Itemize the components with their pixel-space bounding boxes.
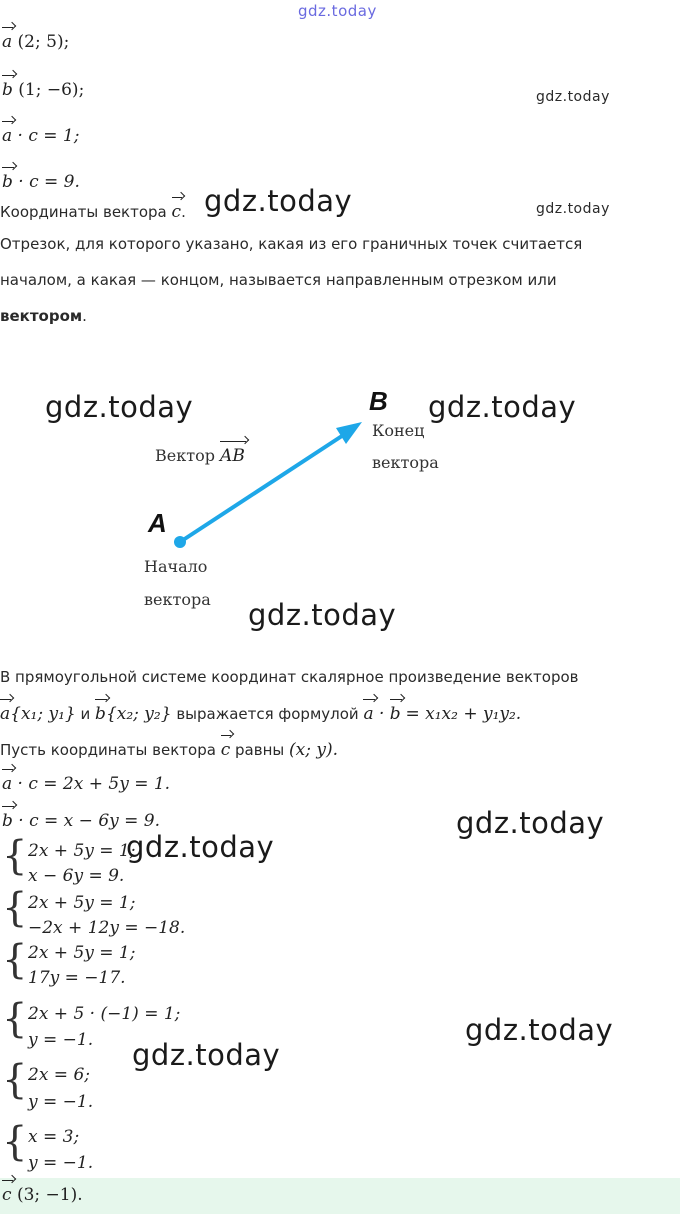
given-b-coords: (1; −6); [18, 80, 85, 100]
solution-eq-1-text: · c = 2x + 5y = 1. [17, 774, 171, 794]
start-label-1: Начало [144, 557, 208, 576]
watermark: gdz.today [456, 806, 605, 840]
end-label-2: вектора [372, 453, 439, 472]
answer [2, 1185, 83, 1205]
watermark: gdz.today [45, 390, 194, 424]
watermark: gdz.today [248, 598, 397, 632]
formula-expression: = x₁x₂ + y₁y₂. [405, 704, 522, 724]
watermark: gdz.today [465, 1013, 614, 1047]
formula-line-2: a{x₁; y₁} и b{x₂; y₂} выражается формулой a · b = x₁x₂ + y₁y₂. [0, 704, 522, 724]
vector-a-symbol: a [0, 704, 11, 724]
vector-c-symbol: c [220, 740, 231, 760]
system-4-eq-a: 2x + 5 · (−1) = 1; [28, 1004, 181, 1024]
watermark: gdz.today [204, 184, 353, 218]
watermark: gdz.today [428, 390, 577, 424]
answer-highlight [0, 1178, 680, 1214]
definition-term: вектором [0, 307, 83, 325]
start-label-2: вектора [144, 590, 211, 609]
system-brace: { [2, 885, 28, 931]
formula-coords: (x; y). [289, 740, 339, 760]
watermark: gdz.today [536, 201, 610, 217]
system-5-eq-b: y = −1. [28, 1092, 94, 1112]
system-brace: { [2, 937, 28, 983]
system-2-eq-b: −2x + 12y = −18. [28, 918, 186, 938]
end-label-1: Конец [372, 421, 425, 440]
formula-line-3 [0, 740, 338, 760]
definition-end: . [82, 307, 87, 325]
solution-eq-2 [2, 811, 160, 831]
vector-b-symbol: b [2, 80, 13, 100]
system-brace: { [2, 1057, 28, 1103]
given-ac [2, 126, 79, 146]
system-3-eq-b: 17y = −17. [28, 968, 126, 988]
task-dot: . [181, 203, 186, 221]
formula-text: выражается формулой [176, 705, 359, 723]
watermark-top: gdz.today [298, 2, 377, 20]
formula-and: и [80, 705, 91, 723]
vector-start-point [174, 536, 186, 548]
watermark: gdz.today [132, 1038, 281, 1072]
vector-b-symbol: b [389, 704, 401, 724]
vector-arrowhead [336, 422, 362, 444]
vector-a-symbol: a [2, 774, 13, 794]
system-1-eq-a: 2x + 5y = 1; [28, 841, 136, 861]
given-a [2, 32, 69, 52]
vector-a-symbol: a [363, 704, 374, 724]
system-3-eq-a: 2x + 5y = 1; [28, 943, 136, 963]
vector-c-symbol: c [2, 1185, 12, 1205]
system-brace: { [2, 1119, 28, 1165]
vector-b-symbol: b [2, 811, 13, 831]
task-line [0, 202, 186, 222]
point-b-label: B [369, 386, 388, 416]
system-6-eq-a: x = 3; [28, 1127, 80, 1147]
given-bc [2, 172, 80, 192]
vector-b-symbol: b [2, 172, 13, 192]
system-5-eq-a: 2x = 6; [28, 1065, 90, 1085]
system-brace: { [2, 833, 28, 879]
formula-line-1: В прямоугольной системе координат скалярное произведение векторов [0, 668, 579, 686]
definition-line-1: Отрезок, для которого указано, какая из его граничных точек считается [0, 235, 583, 253]
definition-line-3 [0, 307, 87, 325]
watermark: gdz.today [536, 89, 610, 105]
formula-b-coords: {x₂; y₂} [105, 704, 172, 724]
given-a-coords: (2; 5); [17, 32, 70, 52]
system-4-eq-b: y = −1. [28, 1030, 94, 1050]
vector-a-symbol: a [2, 126, 13, 146]
system-2-eq-a: 2x + 5y = 1; [28, 893, 136, 913]
formula-let-text: Пусть координаты вектора [0, 741, 216, 759]
solution-eq-2-text: · c = x − 6y = 9. [18, 811, 161, 831]
point-a-label: A [148, 508, 167, 538]
definition-line-2: началом, а какая — концом, называется направленным отрезком или [0, 271, 557, 289]
system-6-eq-b: y = −1. [28, 1153, 94, 1173]
vector-c-symbol: c [171, 202, 182, 222]
vector-caption-label: Вектор [155, 446, 215, 465]
task-label: Координаты вектора [0, 203, 167, 221]
solution-eq-1 [2, 774, 170, 794]
system-1-eq-b: x − 6y = 9. [28, 866, 125, 886]
vector-caption [155, 446, 245, 466]
formula-equal-text: равны [235, 741, 285, 759]
watermark: gdz.today [126, 830, 275, 864]
given-ac-text: · c = 1; [17, 126, 80, 146]
given-b [2, 80, 84, 100]
formula-a-coords: {x₁; y₁} [10, 704, 76, 724]
vector-b-symbol: b [95, 704, 106, 724]
answer-coords: (3; −1). [16, 1185, 83, 1205]
system-brace: { [2, 996, 28, 1042]
given-bc-text: · c = 9. [18, 172, 80, 192]
vector-caption-name: AB [220, 446, 245, 466]
vector-a-symbol: a [2, 32, 13, 52]
